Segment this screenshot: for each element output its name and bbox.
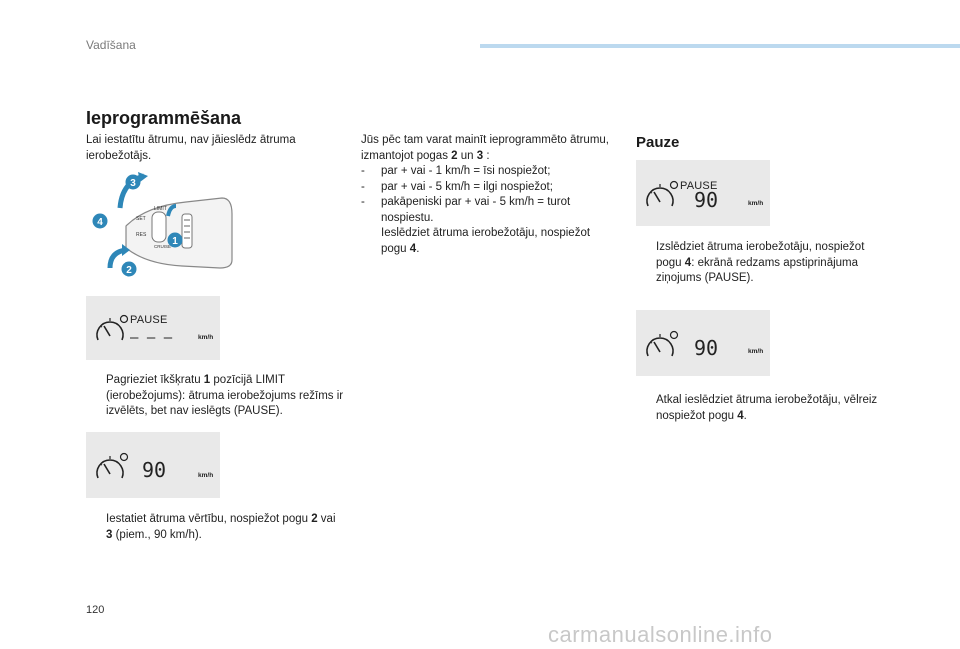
list-item: - par + vai - 5 km/h = ilgi nospiežot; [361, 180, 553, 193]
speed-value: 90 [694, 336, 719, 360]
badge-2: 2 [126, 265, 132, 276]
display-pause-empty [86, 296, 220, 360]
badge-1: 1 [172, 236, 178, 247]
col3-step2: Atkal ieslēdziet ātruma ierobežotāju, vēlreiz nospiežot pogu 4. [656, 394, 878, 422]
col2-step: Ieslēdziet ātruma ierobežotāju, nospiežot pogu 4. [381, 227, 591, 255]
col3-step1: Izslēdziet ātruma ierobežotāju, nospiežot pogu 4: ekrānā redzams apstiprinājuma ziņojums (PAUSE). [656, 241, 865, 284]
badge-4: 4 [97, 217, 103, 228]
badge-3: 3 [130, 178, 136, 189]
speedometer-icon [644, 180, 680, 210]
speed-value: 90 [694, 188, 719, 212]
list-item: - pakāpeniski par + vai - 5 km/h = turot nospiestu. [361, 196, 571, 224]
speed-unit: km/h [748, 200, 764, 207]
lever-text-cruise: CRUISE [154, 244, 172, 249]
lever-text-set: SET [136, 216, 146, 222]
header-title: Vadīšana [86, 38, 136, 52]
lever-text-res: RES [136, 232, 147, 238]
page-number: 120 [86, 604, 105, 616]
speedometer-icon [94, 314, 130, 344]
col2-intro: Jūs pēc tam varat mainīt ieprogrammēto ātrumu, izmantojot pogas 2 un 3 : [361, 134, 609, 162]
section-title: Ieprogrammēšana [86, 108, 242, 128]
speed-unit: km/h [748, 348, 764, 355]
display-speed-90 [86, 432, 220, 498]
display-speed-90-active [636, 310, 770, 376]
speed-value: – – – [130, 330, 173, 346]
col1-intro: Lai iestatītu ātrumu, nav jāieslēdz ātruma ierobežotājs. [86, 134, 296, 162]
pause-title: Pauze [636, 134, 680, 151]
col1-step2: Iestatiet ātruma vērtību, nospiežot pogu 2 vai 3 (piem., 90 km/h). [106, 513, 336, 541]
watermark: carmanualsonline.info [548, 622, 773, 647]
pause-label: PAUSE [680, 180, 718, 192]
col2-text [361, 133, 611, 257]
list-item: - par + vai - 1 km/h = īsi nospiežot; [361, 165, 551, 177]
header-bar [480, 44, 960, 48]
lever-illustration [86, 168, 236, 286]
speedometer-icon [94, 452, 130, 482]
speed-unit: km/h [198, 334, 214, 341]
speed-value: 90 [142, 458, 167, 482]
col1-step1: Pagrieziet īkšķratu 1 pozīcijā LIMIT (ierobežojums): ātruma ierobežojums režīms ir izvēlēts, bet nav ieslēgts (PAUSE). [106, 374, 344, 417]
speedometer-icon [644, 330, 680, 360]
display-pause-90 [636, 160, 770, 226]
pause-label: PAUSE [130, 314, 168, 326]
speed-unit: km/h [198, 472, 214, 479]
lever-text-limit: LIMIT [154, 206, 167, 212]
